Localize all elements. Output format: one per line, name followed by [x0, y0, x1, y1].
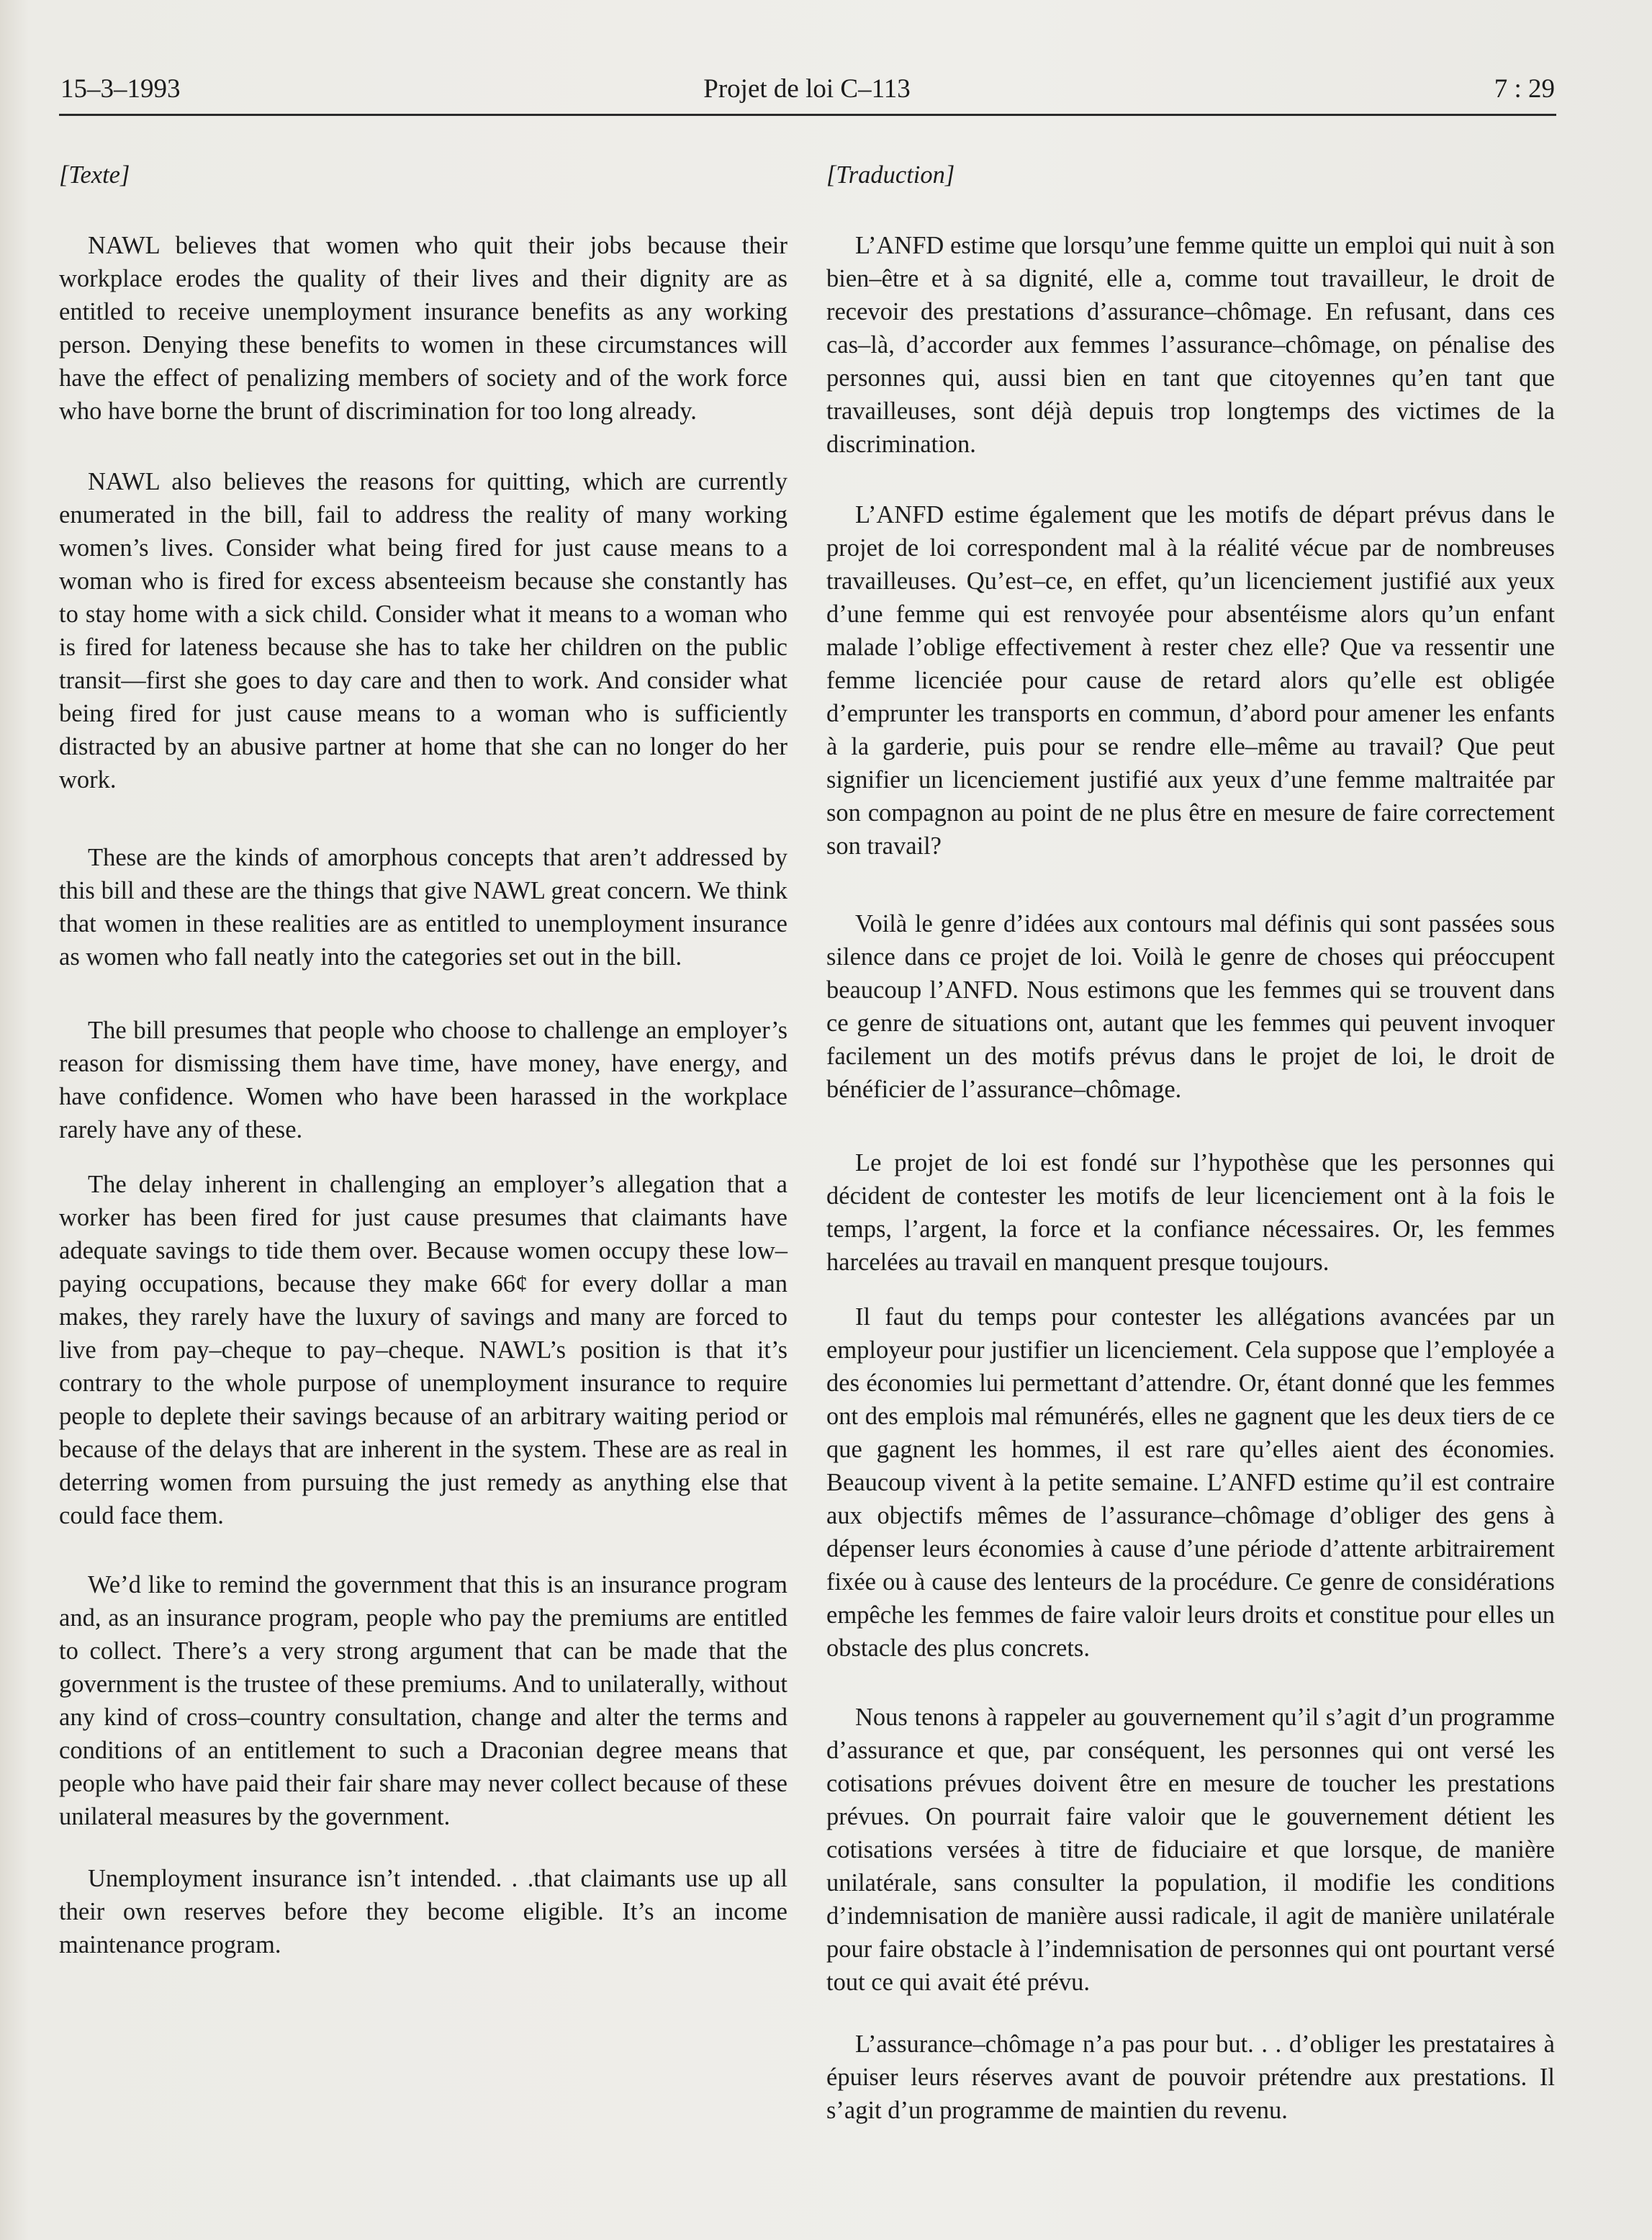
english-paragraph: NAWL believes that women who quit their jobs because their workplace erodes the quality of their lives and their dignity are as entitled to receive unemployment insurance benefits as any working person. Denying these benefits to women in these circumstances will have the effect of penalizing members of society and of the work force who have borne the brunt of discrimination for too long already. — [59, 232, 787, 425]
french-paragraph: Le projet de loi est fondé sur l’hypothèse que les personnes qui décident de contester les motifs de leur licenciement ont à la fois le temps, l’argent, la force et la confiance nécessaires. Or, les femmes harcelées au travail en manquent presque toujours. — [826, 1149, 1555, 1276]
page-header — [59, 73, 1555, 117]
english-paragraph: Unemployment insurance isn’t intended. . .that claimants use up all their own reserves before they become eligible. It’s an income maintenance program. — [59, 1865, 787, 1958]
english-paragraph: These are the kinds of amorphous concepts that aren’t addressed by this bill and these are the things that give NAWL great concern. We think that women in these realities are as entitled to unemployment insurance as women who fall neatly into the categories set out in the bill. — [59, 844, 787, 971]
french-paragraph: L’ANFD estime que lorsqu’une femme quitte un emploi qui nuit à son bien–être et à sa dignité, elle a, comme tout travailleur, le droit de recevoir des prestations d’assurance–chômage. En refusant, dans ces cas–là, d’accorder aux femmes l’assurance–chômage, on pénalise des personnes qui, aussi bien en tant que citoyennes qu’en tant que travailleuses, sont déjà depuis trop longtemps des victimes de la discrimination. — [826, 232, 1555, 458]
french-paragraph: L’assurance–chômage n’a pas pour but. . . d’obliger les prestataires à épuiser leurs réserves avant de pouvoir prétendre aux prestations. Il s’agit d’un programme de maintien du revenu. — [826, 2030, 1555, 2124]
english-column-tag: [Texte] — [59, 161, 130, 189]
header-rule — [59, 114, 1556, 116]
header-page-ref: 7 : 29 — [1494, 74, 1555, 104]
french-column-tag: [Traduction] — [826, 161, 955, 189]
french-paragraph: Nous tenons à rappeler au gouvernement qu’il s’agit d’un programme d’assurance et que, par conséquent, les personnes qui ont versé les cotisations prévues doivent être en mesure de toucher les prestations prévues. On pourrait faire valoir que le gouvernement détient les cotisations versées à titre de fiduciaire et que lorsque, de manière unilatérale, sans consulter la population, il modifie les conditions d’indemnisation de manière aussi radicale, il agit de manière unilatérale pour faire obstacle à l’indemnisation de personnes qui ont pourtant versé tout ce qui avait été prévu. — [826, 1704, 1555, 1996]
french-paragraph: Il faut du temps pour contester les allégations avancées par un employeur pour justifier un licenciement. Cela suppose que l’employée a des économies lui permettant d’attendre. Or, étant donné que les femmes ont des emplois mal rémunérés, elles ne gagnent que les deux tiers de ce que gagnent les hommes, il est rare qu’elles aient des économies. Beaucoup vivent à la petite semaine. L’ANFD estime qu’il est contraire aux objectifs mêmes de l’assurance–chômage d’obliger des gens à dépenser leurs économies à cause d’une période d’attente arbitrairement fixée ou à cause des lenteurs de la procédure. Ce genre de considérations empêche les femmes de faire valoir leurs droits et constitue pour elles un obstacle des plus concrets. — [826, 1303, 1555, 1662]
header-date: 15–3–1993 — [60, 74, 181, 104]
header-title: Projet de loi C–113 — [703, 74, 911, 104]
french-paragraph: Voilà le genre d’idées aux contours mal définis qui sont passées sous silence dans ce projet de loi. Voilà le genre de choses qui préoccupent beaucoup l’ANFD. Nous estimons que les femmes qui se trouvent dans ce genre de situations ont, autant que les femmes qui peuvent invoquer facilement un des motifs prévus dans le projet de loi, le droit de bénéficier de l’assurance–chômage. — [826, 910, 1555, 1103]
english-paragraph: We’d like to remind the government that this is an insurance program and, as an insurance program, people who pay the premiums are entitled to collect. There’s a very strong argument that can be made that the government is the trustee of these premiums. And to unilaterally, without any kind of cross–country consultation, change and alter the terms and conditions of an entitlement to such a Draconian degree means that people who have paid their fair share may never collect because of these unilateral measures by the government. — [59, 1571, 787, 1830]
english-paragraph: The delay inherent in challenging an employer’s allegation that a worker has been fired for just cause presumes that claimants have adequate savings to tide them over. Because women occupy these low–paying occupations, because they make 66¢ for every dollar a man makes, they rarely have the luxury of savings and many are forced to live from pay–cheque to pay–cheque. NAWL’s position is that it’s contrary to the whole purpose of unemployment insurance to require people to deplete their savings because of an arbitrary waiting period or because of the delays that are inherent in the system. These are as real in deterring women from pursuing the just remedy as anything else that could face them. — [59, 1171, 787, 1529]
french-paragraph: L’ANFD estime également que les motifs de départ prévus dans le projet de loi correspondent mal à la réalité vécue par de nombreuses travailleuses. Qu’est–ce, en effet, qu’un licenciement justifié aux yeux d’une femme qui est renvoyée pour absentéisme alors qu’un enfant malade l’oblige effectivement à rester chez elle? Que va ressentir une femme licenciée pour cause de retard alors qu’elle est obligée d’emprunter les transports en commun, d’abord pour amener les enfants à la garderie, puis pour se rendre elle–même au travail? Que peut signifier un licenciement justifié aux yeux d’une femme maltraitée par son compagnon au point de ne plus être en mesure de faire correctement son travail? — [826, 501, 1555, 860]
english-paragraph: The bill presumes that people who choose to challenge an employer’s reason for dismissing them have time, have money, have energy, and have confidence. Women who have been harassed in the workplace rarely have any of these. — [59, 1017, 787, 1143]
english-column — [59, 158, 787, 1961]
french-column — [826, 158, 1555, 2127]
english-paragraph: NAWL also believes the reasons for quitting, which are currently enumerated in the bill, fail to address the reality of many working women’s lives. Consider what being fired for just cause means to a woman who is fired for excess absenteeism because she constantly has to stay home with a sick child. Consider what it means to a woman who is fired for lateness because she has to take her children on the public transit—first she goes to day care and then to work. And consider what being fired for just cause means to a woman who is sufficiently distracted by an abusive partner at home that she can no longer do her work. — [59, 468, 787, 793]
